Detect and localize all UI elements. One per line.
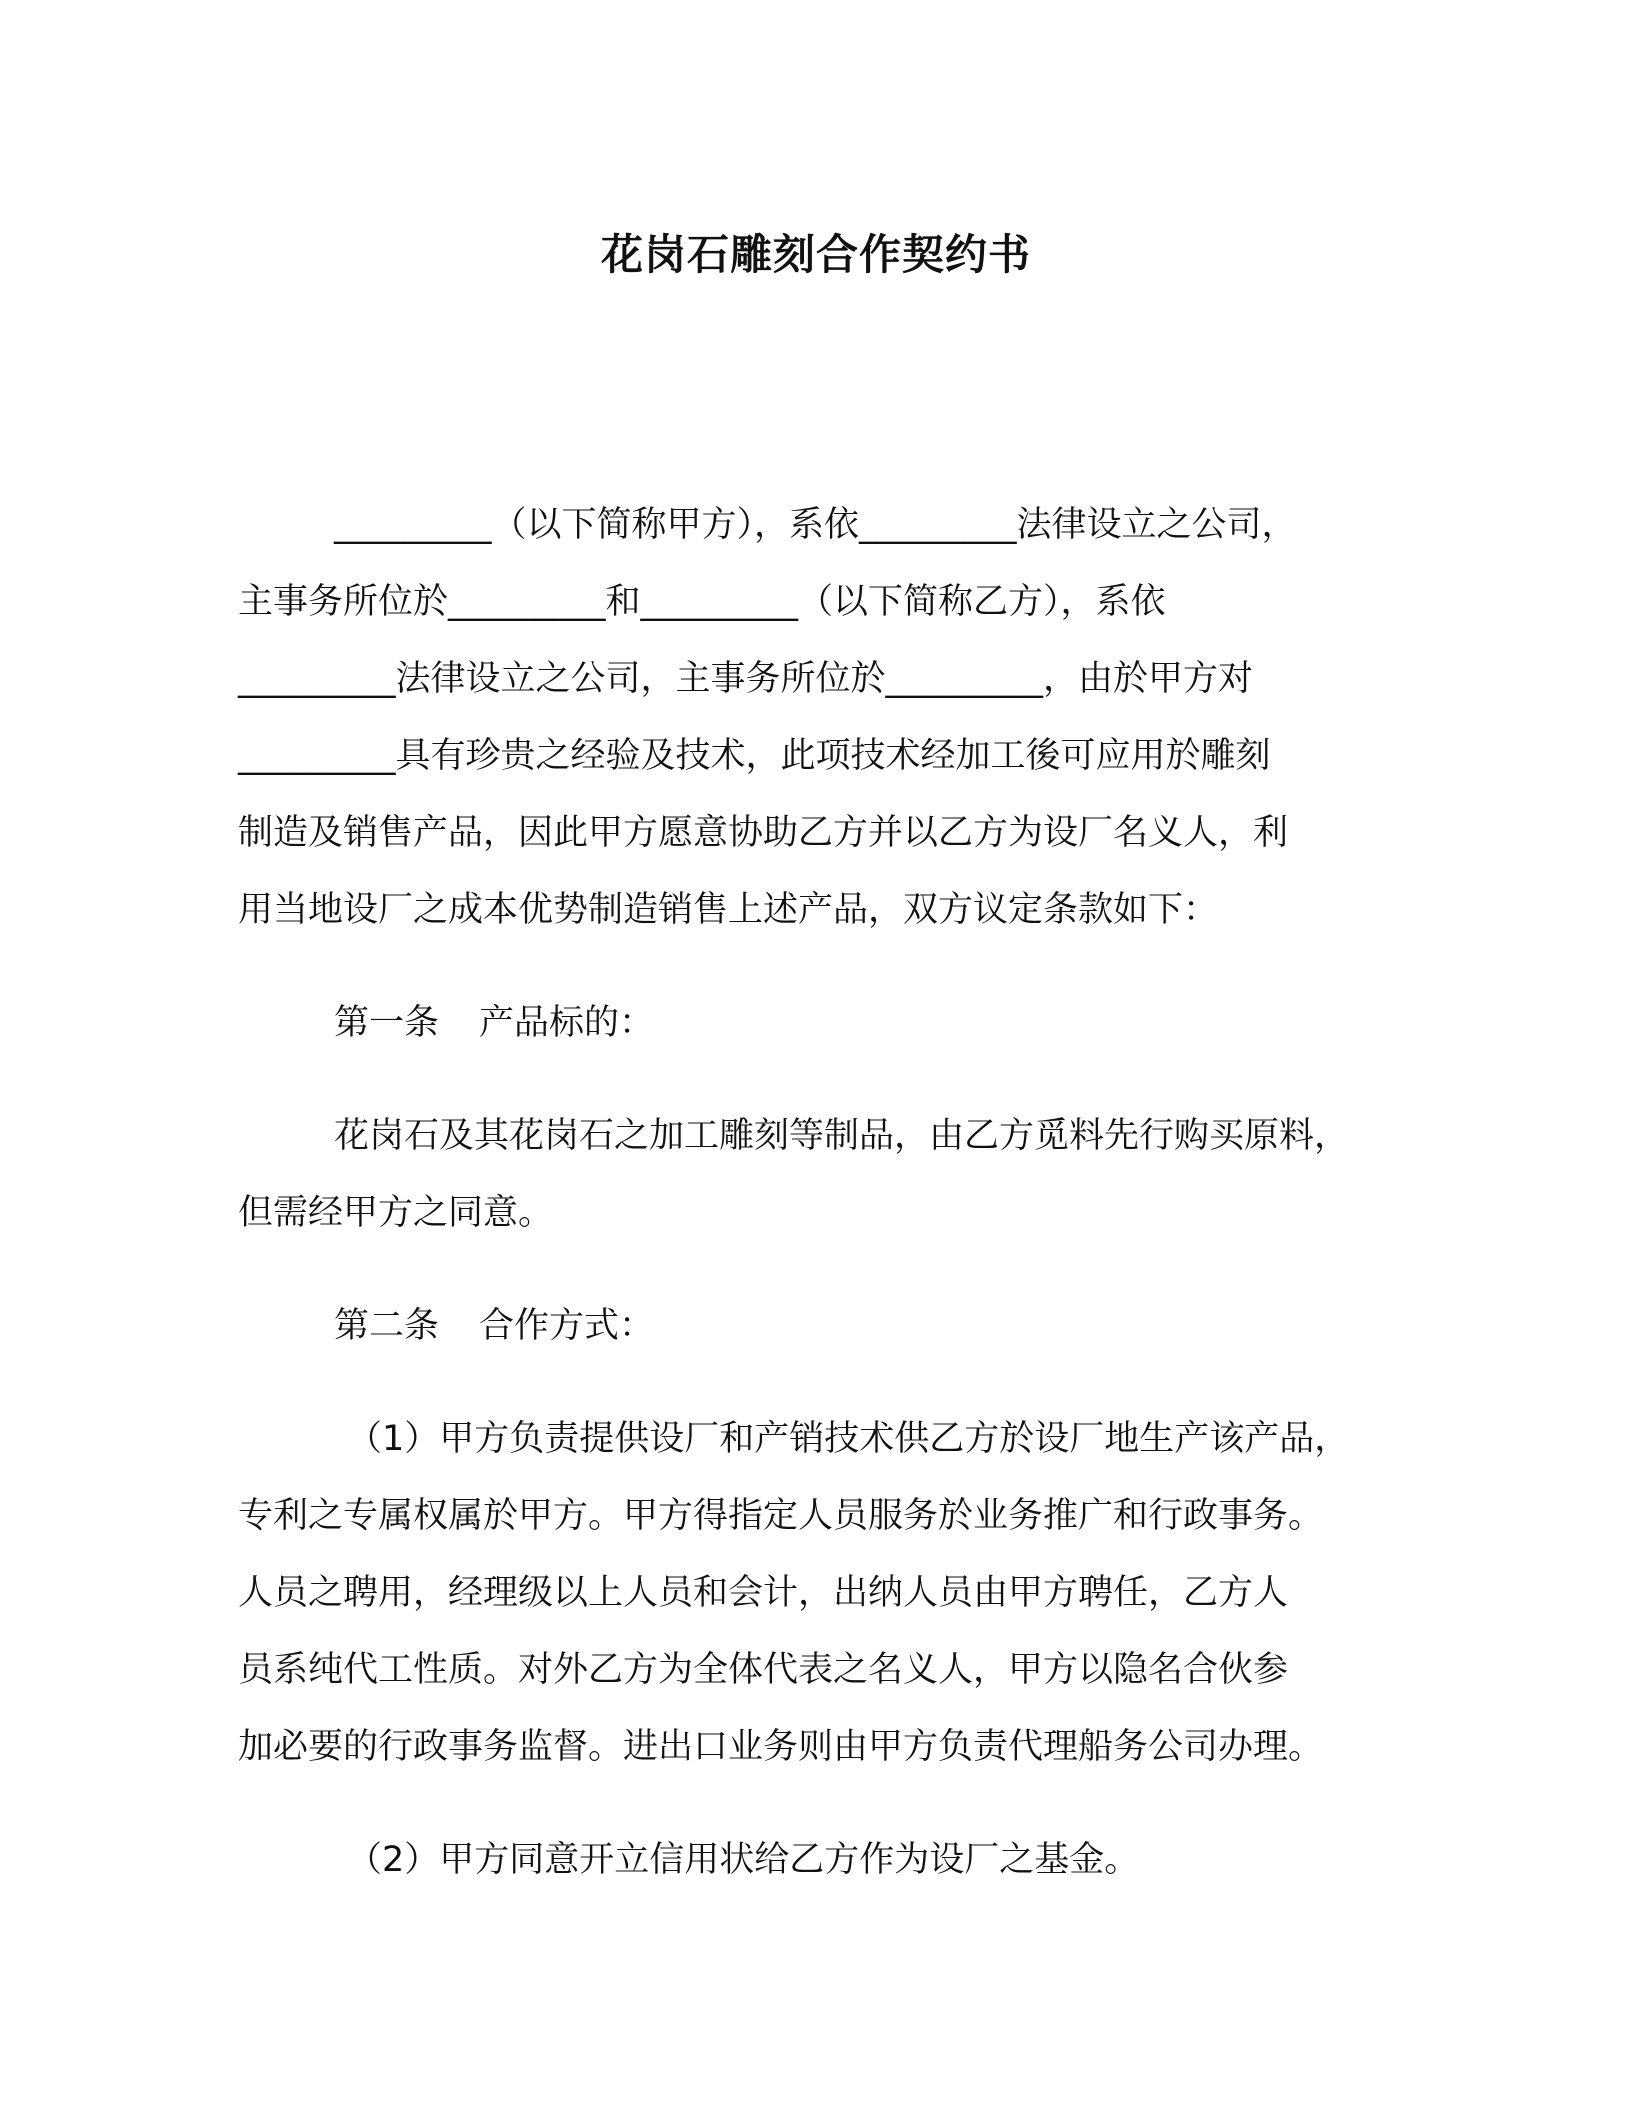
intro-line: 用当地设厂之成本优势制造销售上述产品，双方议定条款如下： (238, 890, 1219, 930)
intro-line: 主事务所位於_________和_________（以下简称乙方），系依 (238, 582, 1166, 622)
paragraph-gap (238, 1252, 1398, 1288)
intro-paragraph (238, 487, 1398, 949)
intro-line: _________具有珍贵之经验及技术，此项技术经加工後可应用於雕刻 (238, 736, 1271, 776)
article-1-title: 产品标的： (479, 1003, 655, 1043)
article-2-item-1-line: 人员之聘用，经理级以上人员和会计，出纳人员由甲方聘任，乙方人 (238, 1573, 1289, 1613)
article-2-item-1-line: 加必要的行政事务监督。进出口业务则由甲方负责代理船务公司办理。 (238, 1727, 1324, 1767)
article-1-line: 但需经甲方之同意。 (238, 1193, 554, 1233)
paragraph-gap (238, 1365, 1398, 1401)
article-1-paragraph (238, 1098, 1398, 1252)
paragraph-gap (238, 1062, 1398, 1098)
article-2-item-2-line: （2）甲方同意开立信用状给乙方作为设厂之基金。 (347, 1840, 1140, 1880)
intro-line: 制造及销售产品，因此甲方愿意协助乙方并以乙方为设厂名义人，利 (238, 813, 1289, 853)
article-2-item-1-line: 员系纯代工性质。对外乙方为全体代表之名义人，甲方以隐名合伙参 (238, 1650, 1289, 1690)
article-2-item-1-line: （1）甲方负责提供设厂和产销技术供乙方於设厂地生产该产品， (347, 1419, 1350, 1459)
article-1-number: 第一条 (334, 1003, 440, 1043)
article-2-number: 第二条 (334, 1306, 440, 1346)
article-2-heading (238, 1288, 1398, 1365)
intro-line: _________（以下简称甲方），系依_________法律设立之公司， (334, 505, 1297, 545)
paragraph-gap (238, 949, 1398, 985)
article-2-item-1 (238, 1401, 1398, 1786)
article-2-item-2 (238, 1822, 1398, 1899)
article-1-line: 花岗石及其花岗石之加工雕刻等制品，由乙方觅料先行购买原料， (334, 1116, 1350, 1156)
intro-line: _________法律设立之公司，主事务所位於_________，由於甲方对 (238, 659, 1254, 699)
document-title: 花岗石雕刻合作契约书 (600, 230, 1031, 279)
paragraph-gap (238, 1786, 1398, 1822)
article-2-title: 合作方式： (479, 1306, 655, 1346)
document-body (238, 487, 1398, 1899)
article-1-heading (238, 985, 1398, 1062)
article-2-item-1-line: 专利之专属权属於甲方。甲方得指定人员服务於业务推广和行政事务。 (238, 1496, 1324, 1536)
